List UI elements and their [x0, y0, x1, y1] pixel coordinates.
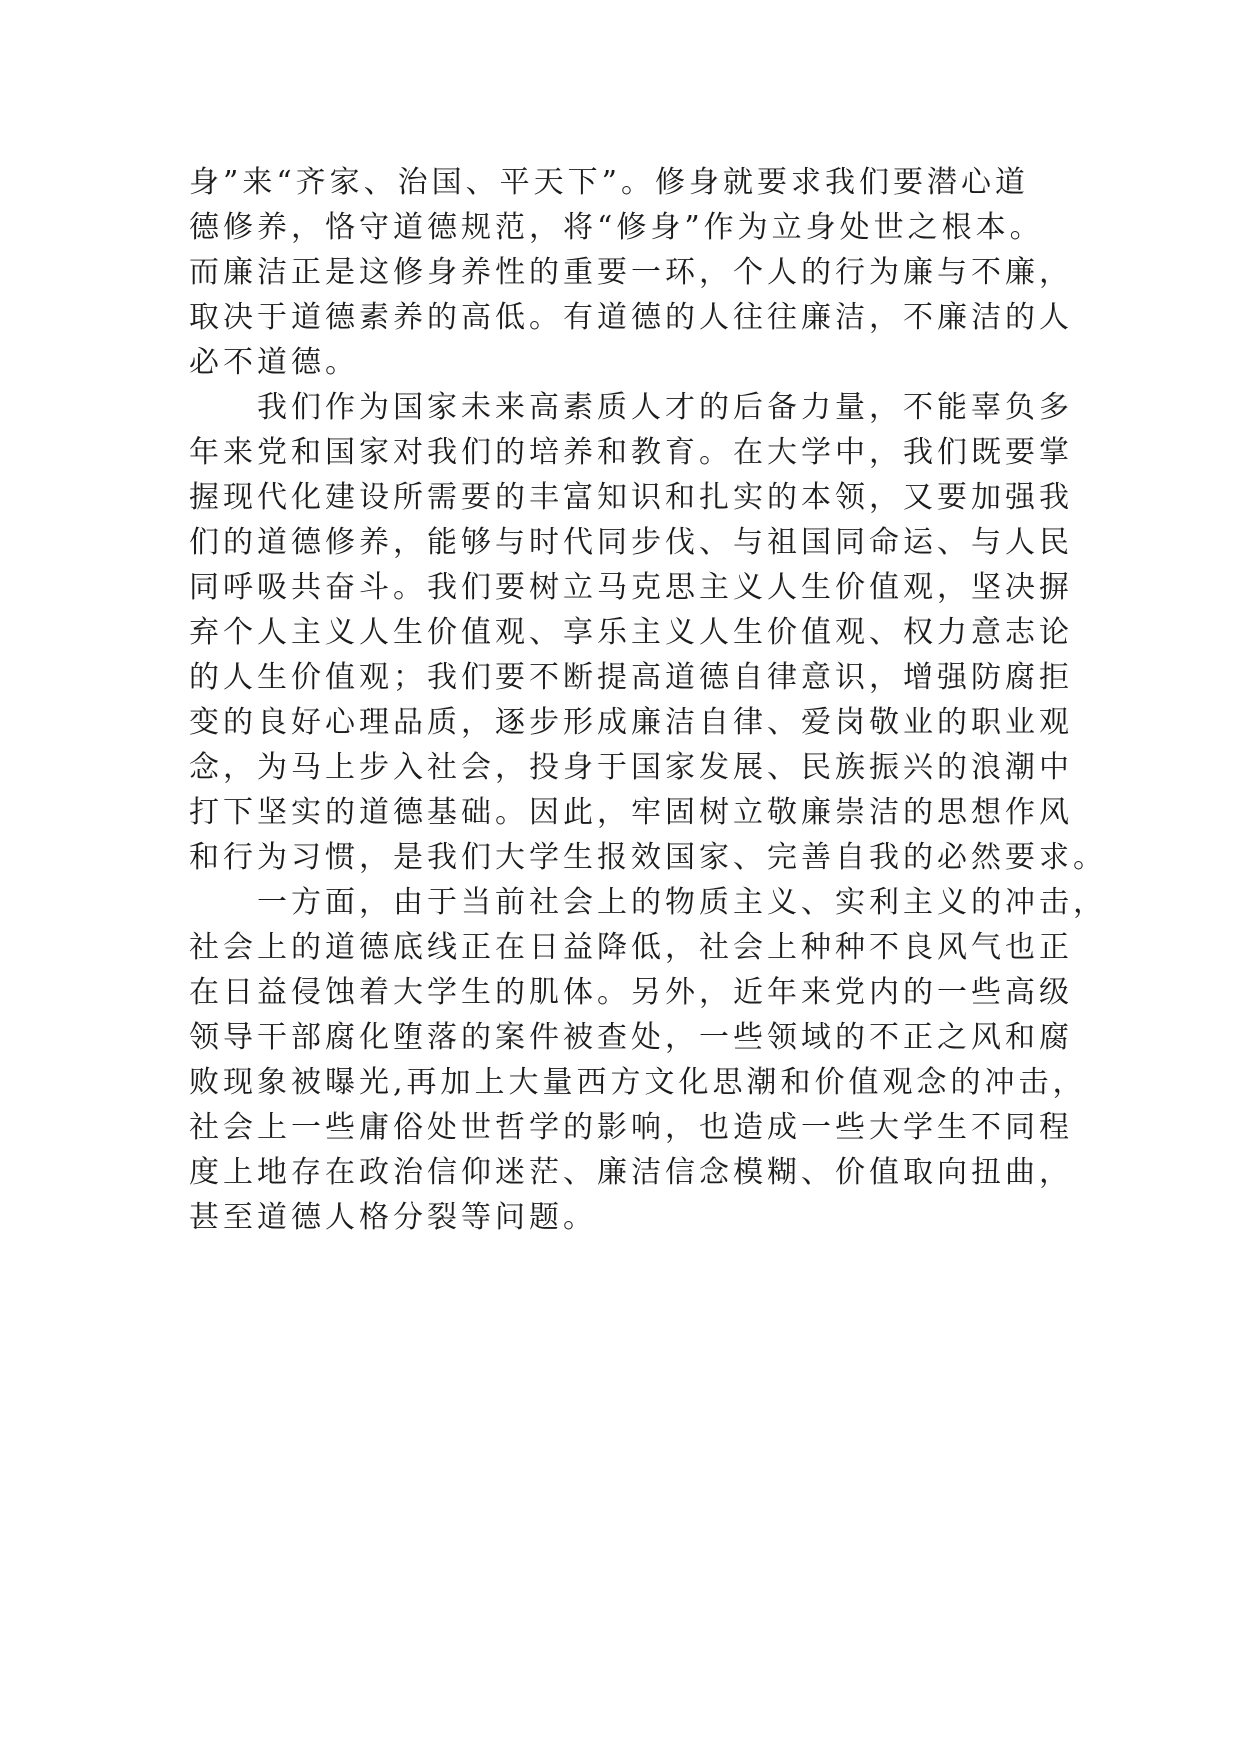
paragraph-2	[189, 385, 1107, 880]
text-line: 社会上一些庸俗处世哲学的影响，也造成一些大学生不同程	[189, 1110, 1073, 1145]
text-line: 握现代化建设所需要的丰富知识和扎实的本领，又要加强我	[189, 480, 1073, 515]
text-line: 度上地存在政治信仰迷茫、廉洁信念模糊、价值取向扭曲，	[189, 1155, 1073, 1190]
text-line: 取决于道德素养的高低。有道德的人往往廉洁，不廉洁的人	[189, 300, 1073, 335]
text-line: 一方面，由于当前社会上的物质主义、实利主义的冲击，	[189, 885, 1107, 920]
text-line: 身”来“齐家、治国、平天下”。修身就要求我们要潜心道	[189, 165, 1030, 200]
text-line: 念，为马上步入社会，投身于国家发展、民族振兴的浪潮中	[189, 750, 1073, 785]
text-line: 败现象被曝光,再加上大量西方文化思潮和价值观念的冲击，	[189, 1065, 1087, 1100]
text-line: 领导干部腐化堕落的案件被查处，一些领域的不正之风和腐	[189, 1020, 1073, 1055]
paragraph-1	[189, 160, 1073, 385]
text-line: 社会上的道德底线正在日益降低，社会上种种不良风气也正	[189, 930, 1073, 965]
text-line: 打下坚实的道德基础。因此，牢固树立敬廉崇洁的思想作风	[189, 795, 1073, 830]
text-line: 甚至道德人格分裂等问题。	[189, 1200, 597, 1235]
text-line: 的人生价值观；我们要不断提高道德自律意识，增强防腐拒	[189, 660, 1073, 695]
text-line: 变的良好心理品质，逐步形成廉洁自律、爱岗敬业的职业观	[189, 705, 1073, 740]
text-line: 弃个人主义人生价值观、享乐主义人生价值观、权力意志论	[189, 615, 1073, 650]
paragraph-3	[189, 880, 1107, 1240]
text-line: 们的道德修养，能够与时代同步伐、与祖国同命运、与人民	[189, 525, 1073, 560]
text-line: 同呼吸共奋斗。我们要树立马克思主义人生价值观，坚决摒	[189, 570, 1073, 605]
text-line: 我们作为国家未来高素质人才的后备力量，不能辜负多	[189, 390, 1073, 425]
text-line: 德修养，恪守道德规范，将“修身”作为立身处世之根本。	[189, 210, 1044, 245]
body-text	[189, 160, 1107, 1240]
text-line: 和行为习惯，是我们大学生报效国家、完善自我的必然要求。	[189, 840, 1107, 875]
text-line: 而廉洁正是这修身养性的重要一环，个人的行为廉与不廉，	[189, 255, 1073, 290]
text-line: 年来党和国家对我们的培养和教育。在大学中，我们既要掌	[189, 435, 1073, 470]
text-line: 必不道德。	[189, 345, 359, 380]
text-line: 在日益侵蚀着大学生的肌体。另外，近年来党内的一些高级	[189, 975, 1073, 1010]
